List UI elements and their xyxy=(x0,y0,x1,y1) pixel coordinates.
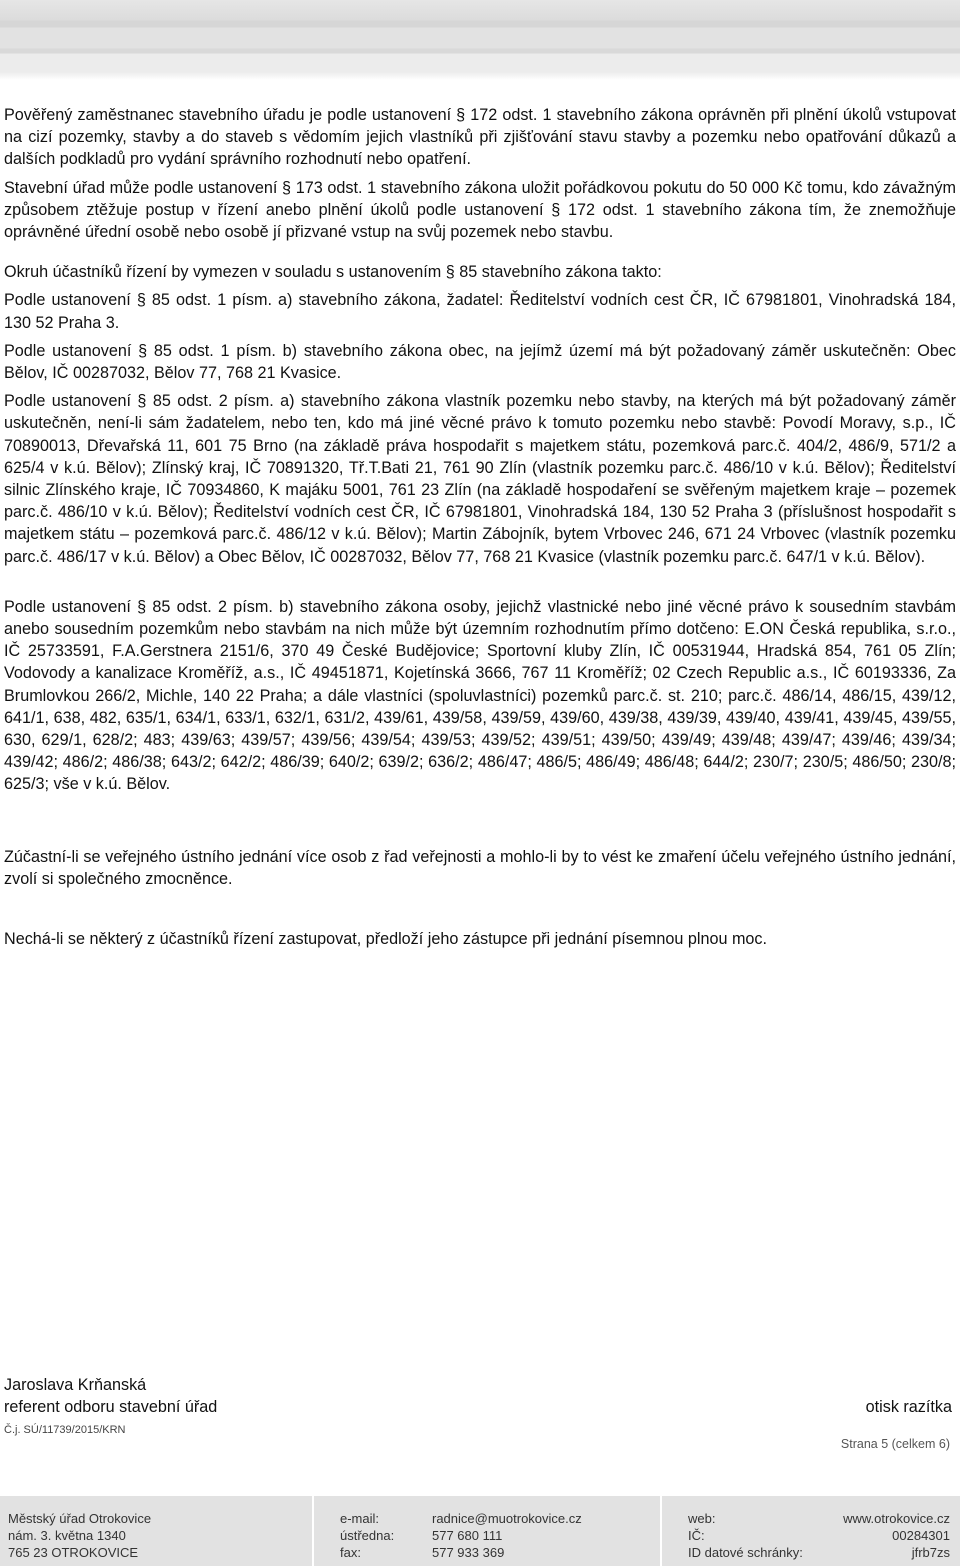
stamp-placeholder: otisk razítka xyxy=(865,1398,952,1416)
signature-role: referent odboru stavební úřad xyxy=(4,1398,218,1416)
footer xyxy=(0,1496,960,1566)
phone-label: ústředna: xyxy=(340,1528,395,1543)
signature-name: Jaroslava Krňanská xyxy=(4,1376,147,1394)
page-number: Strana 5 (celkem 6) xyxy=(840,1437,950,1451)
paragraph-neighbours: Podle ustanovení § 85 odst. 2 písm. b) stavebního zákona osoby, jejichž vlastnické nebo jiné věcné právo k sousedním stavbám anebo sousedním pozemkům nebo stavbám na nich může být územním rozhodnutím přímo dotčeno: E.ON Česká republika, s.r.o., IČ 25733591, F.A.Gerstnera 2151/6, 370 49 České Budějovice; Sportovní kluby Zlín, IČ 00531944, Hradská 854, 761 05 Zlín; Vodovody a kanalizace Kroměříž, a.s., IČ 49451871, Kojetínská 3666, 767 11 Kroměříž; 02 Czech Republic a.s., IČ 60193336, Za Brumlovkou 266/2, Michle, 140 22 Praha; a dále vlastníci (spoluvlastníci) pozemků parc.č. st. 210; parc.č. 486/14, 486/15, 439/12, 641/1, 638, 482, 635/1, 634/1, 633/1, 632/1, 631/2, 439/61, 439/58, 439/59, 439/60, 439/38, 439/39, 439/40, 439/41, 439/45, 439/55, 630, 629/1, 628/2; 483; 439/63; 439/57; 439/56; 439/54; 439/53; 439/52; 439/51; 439/50; 439/49; 439/48; 439/47; 439/46; 439/34; 439/42; 486/2; 486/38; 643/2; 642/2; 486/39; 640/2; 639/2; 636/2; 486/47; 486/5; 486/49; 486/48; 644/2; 230/7; 230/5; 486/50; 230/8; 625/3; vše v k.ú. Bělov. xyxy=(4,597,956,794)
paragraph-owners: Podle ustanovení § 85 odst. 2 písm. a) stavebního zákona vlastník pozemku nebo stavby, na kterých má být požadovaný záměr uskutečněn, není-li sám žadatelem, nebo ten, kdo má jiné věcné právo k tomuto pozemku nebo stavbě: Povodí Moravy, s.p., IČ 70890013, Dřevařská 11, 601 75 Brno (na základě práva hospodařit s majetkem státu, pozemková parc.č. 404/2, 486/9, 571/2 a 625/4 v k.ú. Bělov); Zlínský kraj, IČ 70891320, Tř.T.Bati 21, 761 90 Zlín (vlastník pozemku parc.č. 486/10 v k.ú. Bělov); Ředitelství silnic Zlínského kraje, IČ 70934860, K majáku 5001, 761 23 Zlín (na základě hospodaření se svěřeným majetkem kraje – pozemek parc.č. 486/10 v k.ú. Bělov); Ředitelství vodních cest ČR, IČ 67981801, Vinohradská 184, 130 52 Praha 3 (příslušnost hospodařit s majetkem státu – pozemková parc.č. 486/12 v k.ú. Bělov); Martin Zábojník, bytem Vrbovec 246, 671 24 Vrbovec (vlastník pozemku parc.č. 486/17 v k.ú. Bělov) a Obec Bělov, IČ 00287032, Bělov 77, 768 21 Kvasice (vlastník pozemku parc.č. 647/1 v k.ú. Bělov). xyxy=(4,392,956,566)
office-street: nám. 3. května 1340 xyxy=(8,1528,126,1543)
phone-value: 577 680 111 xyxy=(432,1528,503,1543)
footer-divider xyxy=(660,1496,662,1566)
footer-info-labels xyxy=(688,1510,803,1561)
fax-value: 577 933 369 xyxy=(432,1545,505,1560)
paragraph-public: Zúčastní-li se veřejného ústního jednání více osob z řad veřejnosti a mohlo-li by to vést ke zmaření účelu veřejného ústního jednání, zvolí si společného zmocněnce. xyxy=(4,847,956,888)
footer-divider xyxy=(312,1496,314,1566)
footer-info-values xyxy=(843,1510,950,1561)
signature-block xyxy=(4,1374,217,1418)
email-link[interactable]: radnice@muotrokovice.cz xyxy=(432,1511,582,1526)
ico-value: 00284301 xyxy=(892,1528,950,1543)
footer-contact-labels xyxy=(340,1510,394,1561)
databox-label: ID datové schránky: xyxy=(688,1545,803,1560)
footer-contact-values xyxy=(432,1510,582,1561)
ico-label: IČ: xyxy=(688,1528,705,1543)
paragraph-fine: Stavební úřad může podle ustanovení § 173 odst. 1 stavebního zákona uložit pořádkovou pokutu do 50 000 Kč tomu, kdo závažným způsobem ztěžuje postup v řízení anebo plnění úkolů podle ustanovení § 172 odst. 1 stavebního zákona tím, že znemožňuje oprávněné úřední osobě nebo osobě jí přizvané vstup na svůj pozemek nebo stavbu. xyxy=(4,178,956,242)
footer-office xyxy=(8,1510,151,1561)
fax-label: fax: xyxy=(340,1545,361,1560)
databox-value: jfrb7zs xyxy=(911,1545,950,1560)
document-body xyxy=(4,104,956,950)
email-label: e-mail: xyxy=(340,1511,380,1526)
paragraph-municipality: Podle ustanovení § 85 odst. 1 písm. b) stavebního zákona obec, na jejímž území má být požadovaný záměr uskutečněn: Obec Bělov, IČ 00287032, Bělov 77, 768 21 Kvasice. xyxy=(4,341,956,383)
web-label: web: xyxy=(688,1511,716,1526)
header-band xyxy=(0,0,960,80)
paragraph-authorized-employee: Pověřený zaměstnanec stavebního úřadu je podle ustanovení § 172 odst. 1 stavebního zákona oprávněn při plnění úkolů vstupovat na cizí pozemky, stavby a do staveb s vědomím jejich vlastníků při zjišťování stavu stavby a pozemku nebo opatřování důkazů a dalších podkladů pro vydání správního rozhodnutí nebo opatření. xyxy=(4,106,956,169)
paragraph-participants-intro: Okruh účastníků řízení by vymezen v souladu s ustanovením § 85 stavebního zákona takto: xyxy=(4,263,662,282)
paragraph-representation: Nechá-li se některý z účastníků řízení zastupovat, předloží jeho zástupce při jednání písemnou plnou moc. xyxy=(4,930,768,949)
web-link[interactable]: www.otrokovice.cz xyxy=(843,1511,950,1526)
paragraph-applicant: Podle ustanovení § 85 odst. 1 písm. a) stavebního zákona, žadatel: Ředitelství vodních cest ČR, IČ 67981801, Vinohradská 184, 130 52 Praha 3. xyxy=(4,291,956,332)
reference-number: Č.j. SÚ/11739/2015/KRN xyxy=(4,1424,126,1436)
office-city: 765 23 OTROKOVICE xyxy=(8,1545,139,1560)
office-name: Městský úřad Otrokovice xyxy=(8,1511,152,1526)
